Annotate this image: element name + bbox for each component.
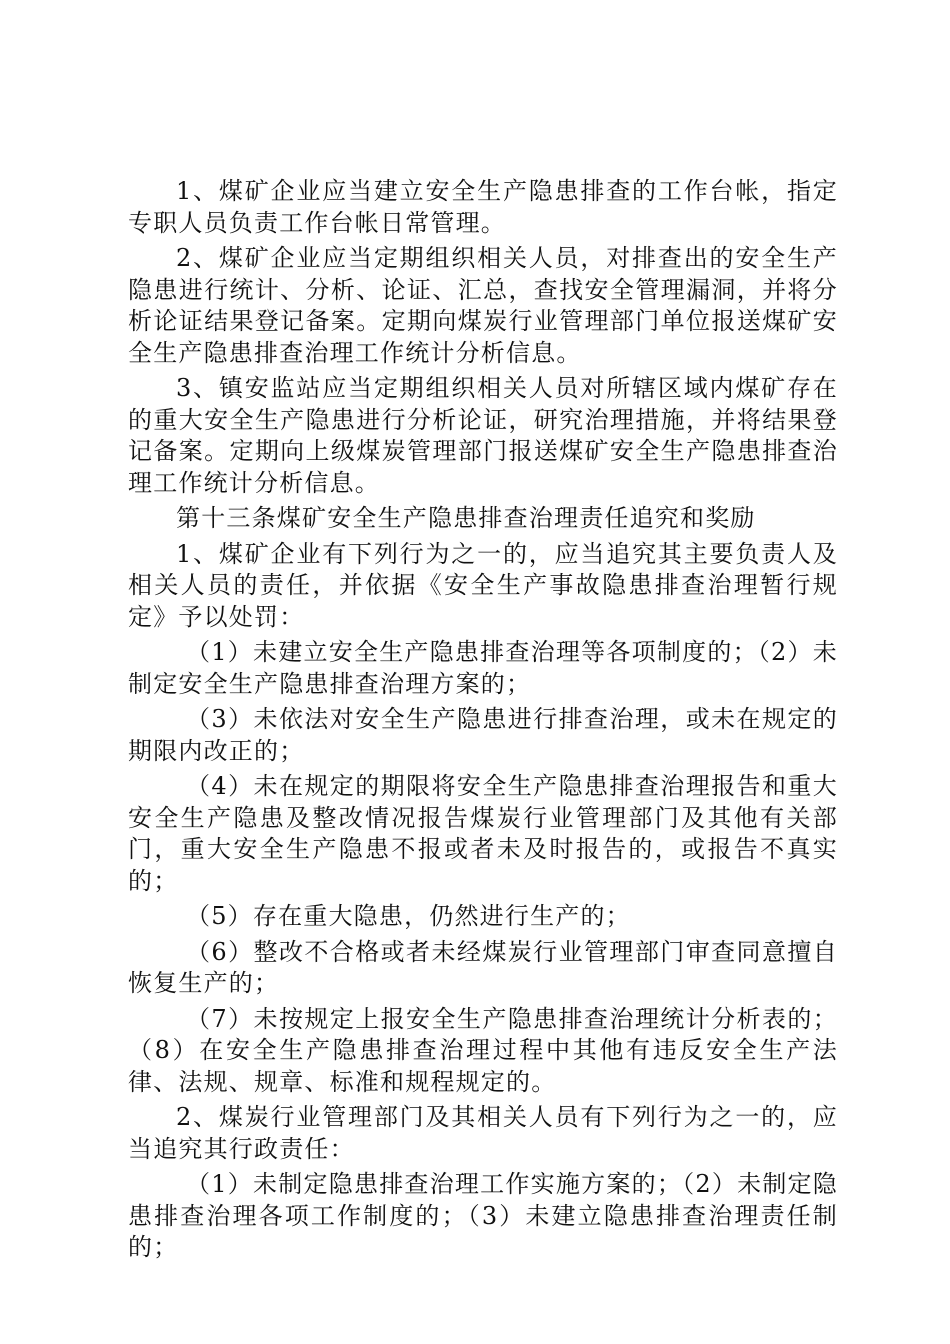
paragraph-11: （7）未按规定上报安全生产隐患排查治理统计分析表的；（8）在安全生产隐患排查治理过程中其他有违反安全生产法律、法规、规章、标准和规程规定的。	[128, 1004, 838, 1096]
paragraph-12: 2、煤炭行业管理部门及其相关人员有下列行为之一的，应当追究其行政责任：	[128, 1103, 838, 1163]
paragraph-2: 2、煤矿企业应当定期组织相关人员，对排查出的安全生产隐患进行统计、分析、论证、汇总，查找安全管理漏洞，并将分析论证结果登记备案。定期向煤炭行业管理部门单位报送煤矿安全生产隐患排查治理工作统计分析信息。	[128, 244, 838, 367]
paragraph-5: 1、煤矿企业有下列行为之一的，应当追究其主要负责人及相关人员的责任，并依据《安全生产事故隐患排查治理暂行规定》予以处罚：	[128, 539, 838, 631]
paragraph-8: （4）未在规定的期限将安全生产隐患排查治理报告和重大安全生产隐患及整改情况报告煤炭行业管理部门及其他有关部门，重大安全生产隐患不报或者未及时报告的，或报告不真实的；	[128, 772, 838, 895]
section-heading-article-13: 第十三条煤矿安全生产隐患排查治理责任追究和奖励	[176, 504, 756, 532]
paragraph-3: 3、镇安监站应当定期组织相关人员对所辖区域内煤矿存在的重大安全生产隐患进行分析论证，研究治理措施，并将结果登记备案。定期向上级煤炭管理部门报送煤矿安全生产隐患排查治理工作统计分析信息。	[128, 374, 838, 497]
paragraph-6: （1）未建立安全生产隐患排查治理等各项制度的；（2）未制定安全生产隐患排查治理方案的；	[128, 638, 838, 698]
paragraph-7: （3）未依法对安全生产隐患进行排查治理，或未在规定的期限内改正的；	[128, 705, 838, 765]
document-page	[128, 176, 838, 1264]
paragraph-13: （1）未制定隐患排查治理工作实施方案的；（2）未制定隐患排查治理各项工作制度的；（3）未建立隐患排查治理责任制的；	[128, 1170, 838, 1261]
paragraph-10: （6）整改不合格或者未经煤炭行业管理部门审查同意擅自恢复生产的；	[128, 937, 838, 997]
paragraph-9: （5）存在重大隐患，仍然进行生产的；	[186, 902, 631, 930]
paragraph-1: 1、煤矿企业应当建立安全生产隐患排查的工作台帐，指定专职人员负责工作台帐日常管理。	[128, 177, 838, 237]
